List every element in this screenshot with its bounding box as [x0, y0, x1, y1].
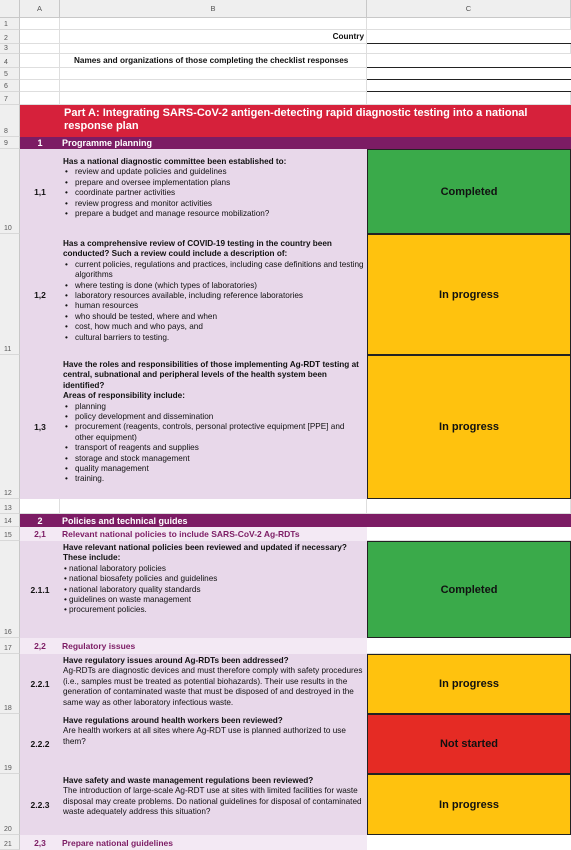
row-5 — [0, 68, 571, 80]
subsection-number: 2,2 — [20, 638, 60, 654]
list-item: • who should be tested, where and when — [63, 312, 364, 322]
row-number[interactable]: 1 — [0, 18, 20, 30]
status-cell-in-progress[interactable]: In progress — [367, 654, 571, 714]
row-number[interactable]: 18 — [0, 654, 20, 714]
row-number[interactable]: 15 — [0, 527, 20, 541]
part-a-side-cell[interactable] — [20, 105, 60, 137]
question-cell[interactable] — [60, 355, 367, 499]
cell[interactable] — [367, 44, 571, 54]
country-label: Country — [60, 30, 367, 44]
list-item: • coordinate partner activities — [63, 188, 364, 198]
bullet-list — [63, 402, 364, 485]
subsection-number: 2,1 — [20, 527, 60, 541]
list-item: • where testing is done (which types of laboratories) — [63, 281, 364, 291]
row-18 — [0, 654, 571, 714]
list-item: • national laboratory quality standards — [63, 585, 364, 595]
row-number[interactable]: 17 — [0, 638, 20, 654]
question-text: Have relevant national policies been reviewed and updated if necessary? — [63, 543, 347, 552]
cell[interactable] — [60, 80, 367, 92]
row-19 — [0, 714, 571, 774]
row-6 — [0, 80, 571, 92]
question-text: Has a national diagnostic committee been established to: — [63, 157, 287, 166]
cell[interactable] — [20, 18, 60, 30]
bullet-list — [63, 564, 364, 616]
row-number[interactable]: 11 — [0, 234, 20, 355]
cell[interactable] — [20, 54, 60, 68]
row-9 — [0, 137, 571, 149]
column-header-b[interactable]: B — [60, 0, 367, 18]
list-item: • national laboratory policies — [63, 564, 364, 574]
bullet-list — [63, 167, 364, 219]
question-cell[interactable] — [60, 714, 367, 774]
list-item: • review and update policies and guidelines — [63, 167, 364, 177]
question-cell[interactable] — [60, 234, 367, 355]
row-16 — [0, 541, 571, 638]
row-1 — [0, 18, 571, 30]
row-15 — [0, 527, 571, 541]
column-header-c[interactable]: C — [367, 0, 571, 18]
list-item: • cost, how much and who pays, and — [63, 322, 364, 332]
row-13 — [0, 499, 571, 514]
row-number[interactable]: 21 — [0, 835, 20, 850]
cell[interactable] — [367, 92, 571, 105]
row-7 — [0, 92, 571, 105]
question-text: Have regulatory issues around Ag-RDTs been addressed? — [63, 656, 289, 665]
question-number: 2.2.3 — [20, 774, 60, 835]
status-cell-not-started[interactable]: Not started — [367, 714, 571, 774]
cell[interactable] — [367, 18, 571, 30]
cell[interactable] — [367, 527, 571, 541]
row-number[interactable]: 8 — [0, 105, 20, 137]
row-number[interactable]: 3 — [0, 44, 20, 54]
cell[interactable] — [20, 30, 60, 44]
section-title: Programme planning — [60, 137, 571, 149]
question-cell[interactable] — [60, 149, 367, 234]
row-number[interactable]: 13 — [0, 499, 20, 514]
row-14 — [0, 514, 571, 527]
question-cell[interactable] — [60, 654, 367, 714]
row-4 — [0, 54, 571, 68]
row-21 — [0, 835, 571, 850]
row-12 — [0, 355, 571, 499]
areas-label: Areas of responsibility include: — [63, 391, 185, 401]
row-8 — [0, 105, 571, 137]
question-cell[interactable] — [60, 774, 367, 835]
row-number[interactable]: 7 — [0, 92, 20, 105]
section-number: 2 — [20, 514, 60, 527]
row-20 — [0, 774, 571, 835]
row-number[interactable]: 2 — [0, 30, 20, 44]
question-text: Have safety and waste management regulations been reviewed? — [63, 776, 314, 785]
row-number[interactable]: 5 — [0, 68, 20, 80]
question-text: Have the roles and responsibilities of those implementing Ag-RDT testing at central, subnational and peripheral levels of the health system been identified? — [63, 360, 359, 390]
list-item: • laboratory resources available, including reference laboratories — [63, 291, 364, 301]
question-body: Are health workers at all sites where Ag-RDT use is planned authorized to use them? — [63, 726, 346, 746]
cell[interactable] — [60, 499, 367, 514]
subsection-title: Prepare national guidelines — [60, 835, 367, 850]
row-3 — [0, 44, 571, 54]
list-item: • procurement (reagents, controls, personal protective equipment [PPE] and other equipment) — [63, 422, 364, 443]
row-number[interactable]: 12 — [0, 355, 20, 499]
list-item: • prepare a budget and manage resource mobilization? — [63, 209, 364, 219]
question-number: 1,2 — [20, 234, 60, 355]
row-number[interactable]: 20 — [0, 774, 20, 835]
question-number: 2.2.2 — [20, 714, 60, 774]
row-number[interactable]: 14 — [0, 514, 20, 527]
subsection-title: Regulatory issues — [60, 638, 367, 654]
status-cell-in-progress[interactable]: In progress — [367, 774, 571, 835]
cell[interactable] — [60, 18, 367, 30]
question-number: 2.2.1 — [20, 654, 60, 714]
names-label: Names and organizations of those completing the checklist responses — [60, 54, 367, 68]
status-cell-completed[interactable]: Completed — [367, 541, 571, 638]
bullet-list — [63, 260, 364, 343]
status-cell-in-progress[interactable]: In progress — [367, 355, 571, 499]
select-all-corner[interactable] — [0, 0, 20, 18]
row-10 — [0, 149, 571, 234]
row-17 — [0, 638, 571, 654]
cell[interactable] — [367, 499, 571, 514]
row-number[interactable]: 10 — [0, 149, 20, 234]
list-item: • guidelines on waste management — [63, 595, 364, 605]
cell[interactable] — [20, 68, 60, 80]
cell[interactable] — [20, 499, 60, 514]
subsection-title: Relevant national policies to include SARS-CoV-2 Ag-RDTs — [60, 527, 367, 541]
row-number[interactable]: 19 — [0, 714, 20, 774]
list-item: • transport of reagents and supplies — [63, 443, 364, 453]
row-number[interactable]: 9 — [0, 137, 20, 149]
part-a-title: Part A: Integrating SARS-CoV-2 antigen-detecting rapid diagnostic testing into a national response plan — [60, 105, 571, 137]
status-cell-in-progress[interactable]: In progress — [367, 234, 571, 355]
list-item: • procurement policies. — [63, 605, 364, 615]
row-number[interactable]: 6 — [0, 80, 20, 92]
row-number[interactable]: 4 — [0, 54, 20, 68]
cell[interactable] — [20, 80, 60, 92]
section-number: 1 — [20, 137, 60, 149]
list-item: • storage and stock management — [63, 454, 364, 464]
list-item: • quality management — [63, 464, 364, 474]
question-body: Ag-RDTs are diagnostic devices and must therefore comply with safety procedures (i.e., samples must be treated as potential biohazards). Their use results in the generation of contaminated waste that must be disposed of and destroyed in the same way as other laboratory infectious waste. — [63, 666, 363, 707]
cell[interactable] — [20, 44, 60, 54]
list-item: • cultural barriers to testing. — [63, 333, 364, 343]
question-text: Have regulations around health workers been reviewed? — [63, 716, 283, 725]
list-item: • policy development and dissemination — [63, 412, 364, 422]
list-item: • current policies, regulations and practices, including case definitions and testing algorithms — [63, 260, 364, 281]
country-input-cell[interactable] — [367, 30, 571, 44]
question-number: 2.1.1 — [20, 541, 60, 638]
column-header-a[interactable]: A — [20, 0, 60, 18]
cell[interactable] — [367, 638, 571, 654]
status-cell-completed[interactable]: Completed — [367, 149, 571, 234]
list-item: • review progress and monitor activities — [63, 199, 364, 209]
list-item: • prepare and oversee implementation plans — [63, 178, 364, 188]
cell[interactable] — [60, 44, 367, 54]
question-text: Has a comprehensive review of COVID-19 testing in the country been conducted? Such a review could include a description of: — [63, 239, 332, 259]
names-input-cell[interactable] — [367, 54, 571, 68]
cell[interactable] — [60, 92, 367, 105]
list-item: • national biosafety policies and guidelines — [63, 574, 364, 584]
cell[interactable] — [367, 835, 571, 850]
cell[interactable] — [20, 92, 60, 105]
list-item: • planning — [63, 402, 364, 412]
names-input-cell[interactable] — [367, 80, 571, 92]
question-number: 1,1 — [20, 149, 60, 234]
section-title: Policies and technical guides — [60, 514, 571, 527]
question-cell[interactable] — [60, 541, 367, 638]
include-label: These include: — [63, 553, 121, 563]
row-number[interactable]: 16 — [0, 541, 20, 638]
question-body: The introduction of large-scale Ag-RDT use at sites with limited facilities for waste disposal may create problems. Do national guidelines for disposal of contaminated waste adequately address this situation? — [63, 786, 362, 817]
subsection-number: 2,3 — [20, 835, 60, 850]
list-item: • human resources — [63, 301, 364, 311]
list-item: • training. — [63, 474, 364, 484]
row-2 — [0, 30, 571, 44]
row-11 — [0, 234, 571, 355]
question-number: 1,3 — [20, 355, 60, 499]
names-input-cell[interactable] — [367, 68, 571, 80]
cell[interactable] — [60, 68, 367, 80]
